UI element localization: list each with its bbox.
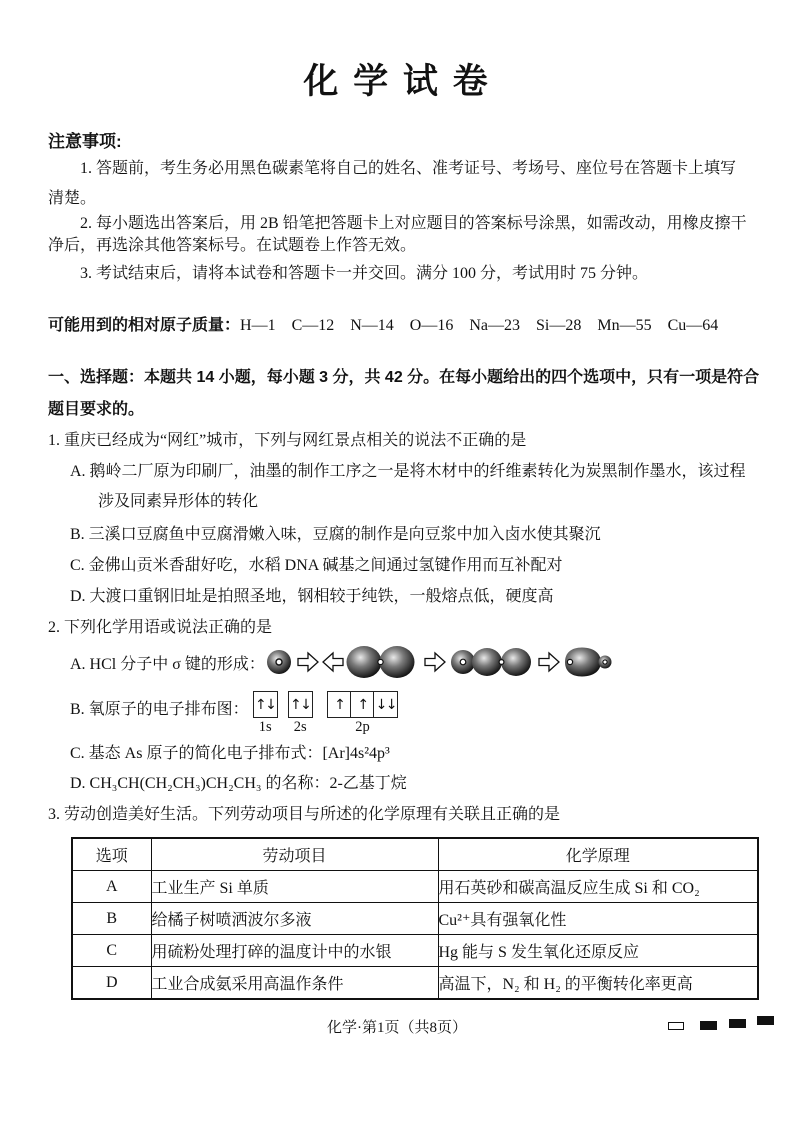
orbital-2p-column: [327, 691, 399, 736]
q2-option-b-label: B. 氧原子的电子排布图：: [70, 701, 249, 718]
orbital-box-2s: ↑↓: [288, 691, 313, 718]
notice-line-1a: 1. 答题前，考生务必用黑色碳素笔将自己的姓名、准考证号、考场号、座位号在答题卡上填写: [80, 160, 737, 177]
atomic-masses-line: [48, 315, 718, 337]
arrow-left-icon: [323, 653, 343, 671]
registration-mark-filled: [729, 1019, 746, 1028]
arrow-right-icon: [425, 653, 445, 671]
table-row: [72, 871, 758, 903]
notice-heading: 注意事项:: [48, 132, 122, 151]
orbital-label-2s: 2s: [293, 719, 307, 735]
atomic-masses-values: H—1 C—12 N—14 O—16 Na—23 Si—28 Mn—55 Cu—64: [240, 317, 719, 334]
orbital-1s-column: [253, 691, 278, 736]
row-c-option: C: [72, 935, 151, 967]
sigma-bond-orbital-icon: [565, 648, 612, 677]
q2-option-a-label: A. HCl 分子中 σ 键的形成：: [70, 655, 265, 673]
q2-option-c: C. 基态 As 原子的简化电子排布式：[Ar]4s²4p³: [70, 745, 390, 762]
table-row: [72, 967, 758, 1000]
q2-option-d: D. CH₃CH(CH₂CH₃)CH₂CH₃ 的名称：2-乙基丁烷: [70, 775, 407, 792]
atomic-masses-label: 可能用到的相对原子质量：: [48, 317, 241, 334]
section1-heading-line1: 一、选择题：本题共 14 小题，每小题 3 分，共 42 分。在每小题给出的四个选项中，只有一项是符合: [48, 369, 760, 386]
q3-stem: 3. 劳动创造美好生活。下列劳动项目与所述的化学原理有关联且正确的是: [48, 806, 561, 823]
orbital-box-1s: ↑↓: [253, 691, 278, 718]
registration-mark-filled: [757, 1016, 774, 1025]
q2-option-a: [70, 640, 613, 684]
row-a-project: 工业生产 Si 单质: [151, 871, 438, 903]
row-d-option: D: [72, 967, 151, 1000]
row-a-principle: 用石英砂和碳高温反应生成 Si 和 CO₂: [438, 871, 758, 903]
arrow-right-icon: [298, 653, 318, 671]
orbital-box-2p-2: ↑: [350, 691, 375, 718]
orbital-box-2p-3: ↓↓: [373, 691, 398, 718]
orbital-label-2p: 2p: [355, 719, 370, 735]
row-d-principle: 高温下，N₂ 和 H₂ 的平衡转化率更高: [438, 967, 758, 1000]
q1-option-d: D. 大渡口重钢旧址是拍照圣地，钢相较于纯铁，一般熔点低，硬度高: [70, 588, 554, 605]
orbital-boxes-2p: [327, 691, 399, 718]
orbital-box-2p-1: ↑: [327, 691, 352, 718]
q3-table: [71, 837, 759, 1000]
page-title: 化 学 试 卷: [303, 62, 491, 101]
row-b-project: 给橘子树喷洒波尔多液: [151, 903, 438, 935]
registration-mark-filled: [700, 1021, 717, 1030]
table-header-row: [72, 838, 758, 871]
orbital-2s-column: [288, 691, 313, 736]
section1-heading-line2: 题目要求的。: [48, 401, 145, 418]
q2-stem: 2. 下列化学用语或说法正确的是: [48, 619, 273, 636]
table-header-principle: 化学原理: [438, 838, 758, 871]
notice-line-2a: 2. 每小题选出答案后，用 2B 铅笔把答题卡上对应题目的答案标号涂黑，如需改动，用橡皮擦干: [80, 215, 747, 232]
table-row: [72, 903, 758, 935]
table-row: [72, 935, 758, 967]
row-b-principle: Cu²⁺具有强氧化性: [438, 903, 758, 935]
row-d-project: 工业合成氨采用高温作条件: [151, 967, 438, 1000]
row-c-project: 用硫粉处理打碎的温度计中的水银: [151, 935, 438, 967]
notice-line-2b: 净后，再选涂其他答案标号。在试题卷上作答无效。: [48, 237, 417, 254]
notice-line-1b: 清楚。: [48, 190, 97, 207]
q1-option-b: B. 三溪口豆腐鱼中豆腐滑嫩入味，豆腐的制作是向豆浆中加入卤水使其聚沉: [70, 526, 601, 543]
q1-option-a-line2: 涉及同素异形体的转化: [98, 493, 259, 510]
sigma-bond-formation-diagram: [265, 640, 613, 684]
row-c-principle: Hg 能与 S 发生氧化还原反应: [438, 935, 758, 967]
electron-configuration-diagram: [253, 691, 399, 736]
orbital-label-1s: 1s: [258, 719, 272, 735]
p-orbital-icon: [346, 646, 414, 678]
page-footer: 化学·第1页（共8页）: [327, 1020, 467, 1036]
row-a-option: A: [72, 871, 151, 903]
table-header-option: 选项: [72, 838, 151, 871]
q1-stem: 1. 重庆已经成为“网红”城市，下列与网红景点相关的说法不正确的是: [48, 432, 527, 449]
s-orbital-icon: [267, 650, 291, 674]
q1-option-a-line1: A. 鹅岭二厂原为印刷厂，油墨的制作工序之一是将木材中的纤维素转化为炭黑制作墨水，该过程: [70, 463, 746, 480]
overlapping-orbitals-icon: [451, 648, 531, 676]
notice-line-3: 3. 考试结束后，请将本试卷和答题卡一并交回。满分 100 分，考试用时 75 分钟。: [80, 265, 649, 282]
arrow-right-icon: [539, 653, 559, 671]
row-b-option: B: [72, 903, 151, 935]
table-header-project: 劳动项目: [151, 838, 438, 871]
q2-option-b: [70, 686, 398, 736]
registration-mark-outline: [668, 1022, 684, 1030]
q1-option-c: C. 金佛山贡米香甜好吃，水稻 DNA 碱基之间通过氢键作用而互补配对: [70, 557, 563, 574]
